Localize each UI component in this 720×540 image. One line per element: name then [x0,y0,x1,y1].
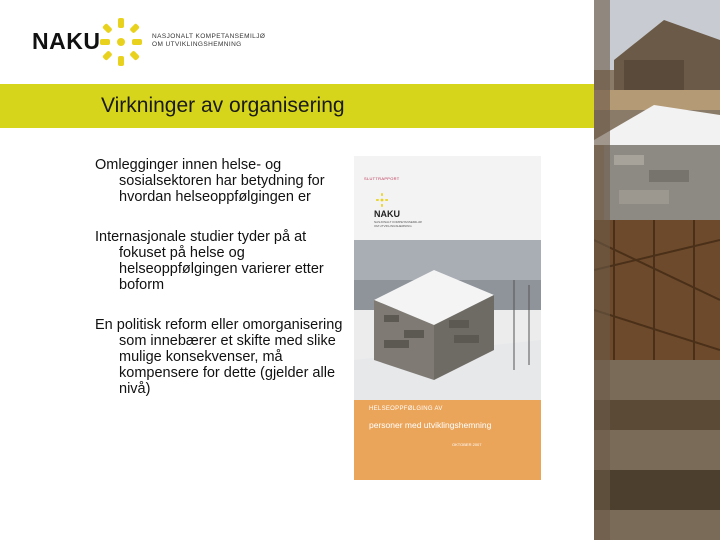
cover-top-label: SLUTTRAPPORT [364,176,400,181]
logo-subtitle-line2: OM UTVIKLINGSHEMNING [152,41,242,48]
cover-naku-sub-line1: NASJONALT KOMPETANSEMILJØ [374,220,422,224]
bullet-list [95,157,353,421]
slide-title: Virkninger av organisering [101,94,345,117]
bullet-item: En politisk reform eller omorganisering som innebærer et skifte med slike mulige konsekvenser, må kompensere for dette (gjelder alle nivå) [95,317,343,397]
logo-flower-icon [96,14,146,70]
cover-band-title: personer med utviklingshemning [369,420,492,430]
cover-naku-sub-line2: OM UTVIKLINGSHEMNING [374,224,412,228]
cover-logo-flower-icon [374,192,390,208]
cover-naku: NAKU [374,209,400,219]
cover-band-date: OKTOBER 2007 [452,442,482,447]
cover-naku-sub [374,220,422,228]
bullet-item: Internasjonale studier tyder på at fokuset på helse og helseoppfølgingen varierer etter boform [95,229,324,293]
report-cover [354,156,541,480]
logo-subtitle-line1: NASJONALT KOMPETANSEMILJØ [152,33,266,40]
cover-photo [354,240,541,400]
logo-subtitle [152,33,265,49]
cover-band [354,400,541,480]
side-photo [594,0,720,540]
logo-wordmark: NAKU [32,28,101,54]
cover-band-small: HELSEOPPFØLGING AV [369,406,443,412]
cover-header [354,156,541,240]
bullet-item: Omlegginger innen helse- og sosialsektoren har betydning for hvordan helseoppfølgingen er [95,157,325,205]
